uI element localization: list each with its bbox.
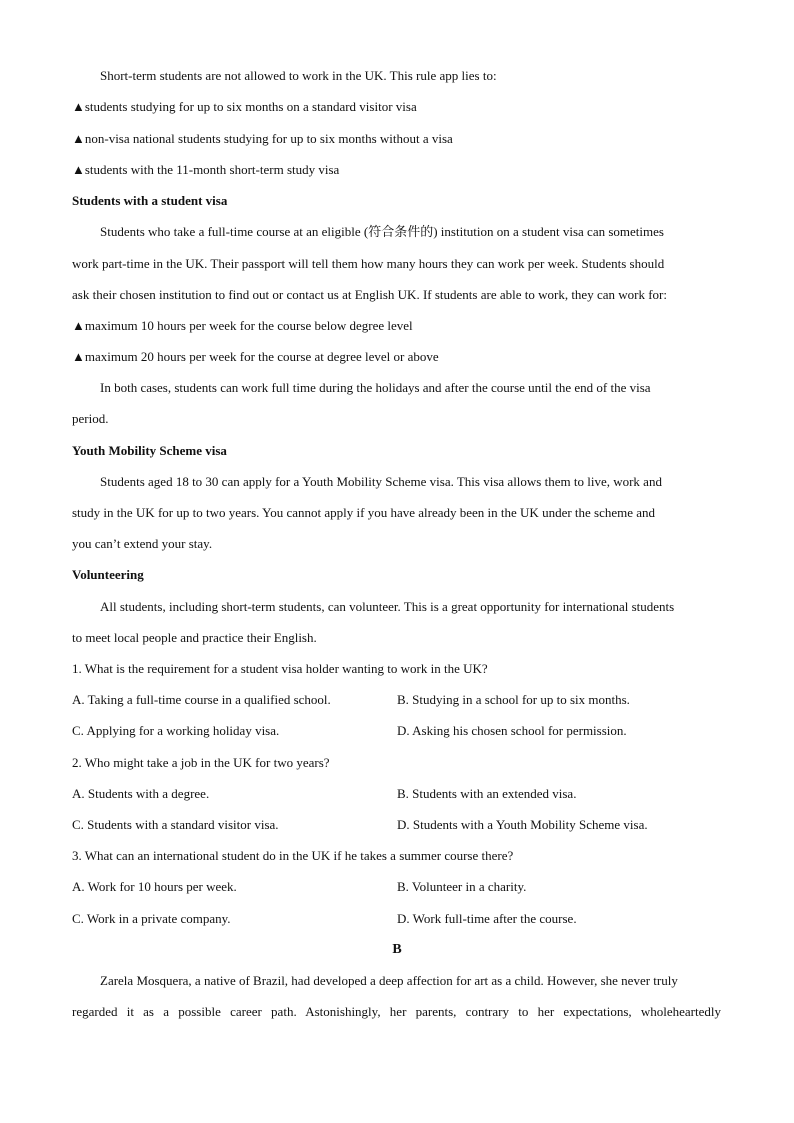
question-3-option-b: B. Volunteer in a charity. [397, 879, 527, 894]
visitor-intro: Short-term students are not allowed to work in the UK. This rule app lies to: [100, 68, 497, 83]
question-1-option-a: A. Taking a full-time course in a qualified school. [72, 692, 331, 707]
question-2-option-c: C. Students with a standard visitor visa. [72, 817, 279, 832]
passage-b-label: B [392, 942, 402, 957]
volunteer-line1: All students, including short-term students, can volunteer. This is a great opportunity for international students [100, 599, 675, 614]
visitor-bullet-1: ▲students studying for up to six months on a standard visitor visa [72, 99, 417, 114]
volunteer-heading: Volunteering [72, 567, 144, 582]
question-1-option-c: C. Applying for a working holiday visa. [72, 723, 280, 738]
visitor-bullet-3: ▲students with the 11-month short-term study visa [72, 162, 340, 177]
youth-line3: you can’t extend your stay. [72, 536, 213, 551]
question-1-stem: 1. What is the requirement for a student visa holder wanting to work in the UK? [72, 661, 488, 676]
student-visa-para1-line1: Students who take a full-time course at an eligible (符合条件的) institution on a student visa can sometimes [100, 224, 664, 239]
question-3-option-d: D. Work full-time after the course. [397, 911, 577, 926]
question-3-option-c: C. Work in a private company. [72, 911, 231, 926]
question-2-option-d: D. Students with a Youth Mobility Scheme visa. [397, 817, 648, 832]
passage-b-line2: regarded it as a possible career path. Astonishingly, her parents, contrary to her expectations, wholeheartedly [72, 1004, 721, 1019]
question-1-option-b: B. Studying in a school for up to six months. [397, 692, 630, 707]
youth-line1: Students aged 18 to 30 can apply for a Youth Mobility Scheme visa. This visa allows them to live, work and [100, 474, 662, 489]
passage-b-line1: Zarela Mosquera, a native of Brazil, had developed a deep affection for art as a child. However, she never truly [100, 973, 678, 988]
visitor-bullet-2: ▲non-visa national students studying for up to six months without a visa [72, 131, 453, 146]
question-3-stem: 3. What can an international student do in the UK if he takes a summer course there? [72, 848, 514, 863]
question-2-stem: 2. Who might take a job in the UK for two years? [72, 755, 330, 770]
student-visa-para1-line2: work part-time in the UK. Their passport will tell them how many hours they can work per week. Students should [72, 256, 665, 271]
student-visa-bullet-1: ▲maximum 10 hours per week for the course below degree level [72, 318, 413, 333]
youth-line2: study in the UK for up to two years. You cannot apply if you have already been in the UK under the scheme and [72, 505, 656, 520]
question-3-option-a: A. Work for 10 hours per week. [72, 879, 237, 894]
student-visa-heading: Students with a student visa [72, 193, 228, 208]
question-1-option-d: D. Asking his chosen school for permission. [397, 723, 627, 738]
youth-heading: Youth Mobility Scheme visa [72, 443, 227, 458]
student-visa-para1-line3: ask their chosen institution to find out or contact us at English UK. If students are able to work, they can work for: [72, 287, 667, 302]
student-visa-para2-line2: period. [72, 411, 109, 426]
volunteer-line2: to meet local people and practice their English. [72, 630, 317, 645]
student-visa-bullet-2: ▲maximum 20 hours per week for the course at degree level or above [72, 349, 439, 364]
student-visa-para2-line1: In both cases, students can work full time during the holidays and after the course until the end of the visa [100, 380, 651, 395]
question-2-option-b: B. Students with an extended visa. [397, 786, 577, 801]
question-2-option-a: A. Students with a degree. [72, 786, 210, 801]
